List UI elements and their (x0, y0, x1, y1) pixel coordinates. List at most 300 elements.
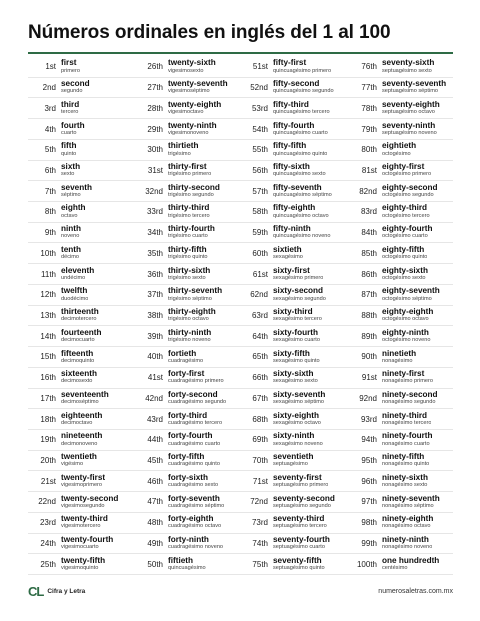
ordinal-words (168, 432, 220, 447)
ordinal-entry (345, 451, 453, 472)
ordinal-number: 17th (40, 393, 56, 403)
ordinal-english: twenty-fourth (61, 535, 114, 544)
ordinal-number: 20th (40, 456, 56, 466)
ordinal-spanish: nonagésimo tercero (382, 419, 432, 426)
ordinal-number: 70th (252, 456, 268, 466)
ordinal-english: ninety-second (382, 390, 438, 399)
ordinal-number: 92nd (359, 393, 377, 403)
ordinal-entry (345, 326, 453, 347)
ordinal-words (382, 59, 434, 74)
ordinal-number: 28th (147, 103, 163, 113)
ordinal-english: forty-second (168, 390, 218, 399)
ordinal-spanish: nonagésimo séptimo (382, 502, 434, 509)
ordinal-number: 93rd (360, 414, 377, 424)
ordinal-english: twenty-eighth (168, 100, 222, 109)
ordinal-entry (345, 430, 453, 451)
ordinal-entry (28, 430, 135, 451)
ordinal-words (61, 225, 81, 240)
ordinal-spanish: cuadragésimo tercero (168, 419, 223, 426)
ordinal-spanish: cuarto (61, 129, 77, 136)
ordinal-words (273, 59, 331, 74)
ordinal-spanish: sexagésimo tercero (273, 316, 322, 323)
ordinal-words (168, 453, 220, 468)
ordinal-words (168, 515, 221, 530)
ordinal-english: seventy-ninth (382, 121, 436, 130)
ordinal-english: sixty-fifth (273, 349, 310, 358)
ordinal-words (61, 80, 90, 95)
ordinal-words (168, 59, 216, 74)
ordinal-words (168, 80, 228, 95)
ordinal-english: thirty-fourth (168, 225, 215, 234)
ordinal-entry (345, 98, 453, 119)
ordinal-spanish: centésimo (382, 564, 408, 571)
ordinal-words (382, 225, 432, 240)
ordinal-english: eighty-seventh (382, 287, 440, 296)
ordinal-english: eleventh (61, 266, 95, 275)
ordinal-spanish: quincuagésimo séptimo (273, 191, 332, 198)
ordinal-words (382, 142, 416, 157)
ordinal-number: 77th (361, 83, 377, 93)
ordinal-words (273, 122, 328, 137)
ordinal-spanish: octavo (61, 212, 78, 219)
ordinal-number: 33rd (146, 207, 163, 217)
ordinal-english: sixty-ninth (273, 432, 315, 441)
ordinal-spanish: trigésimo segundo (168, 191, 214, 198)
ordinal-english: twenty-seventh (168, 80, 228, 89)
ordinal-english: thirtieth (168, 142, 199, 151)
ordinal-spanish: cuadragésimo noveno (168, 544, 224, 551)
ordinal-entry (135, 57, 240, 78)
ordinal-words (61, 101, 79, 116)
ordinal-english: ninety-fifth (382, 453, 425, 462)
ordinal-number: 55th (252, 145, 268, 155)
ordinal-words (382, 101, 440, 116)
ordinal-words (61, 412, 102, 427)
ordinal-number: 9th (44, 228, 56, 238)
ordinal-number: 100th (356, 559, 377, 569)
ordinal-number: 95th (361, 456, 377, 466)
ordinal-english: fifty-second (273, 80, 320, 89)
ordinal-entry (345, 285, 453, 306)
ordinal-words (168, 225, 215, 240)
ordinal-english: thirty-seventh (168, 287, 223, 296)
ordinal-spanish: nonagésimo sexto (382, 482, 428, 489)
ordinal-entry (240, 140, 345, 161)
ordinal-english: fifty-fifth (273, 142, 307, 151)
ordinal-entry (135, 264, 240, 285)
ordinal-entry (28, 285, 135, 306)
ordinal-spanish: trigésimo primero (168, 171, 212, 178)
ordinal-entry (345, 347, 453, 368)
ordinal-number: 2nd (42, 83, 56, 93)
ordinal-spanish: sexagésimo (273, 254, 303, 261)
ordinal-spanish: trigésimo quinto (168, 254, 208, 261)
ordinal-number: 31st (147, 165, 163, 175)
ordinal-english: thirty-sixth (168, 266, 211, 275)
ordinal-spanish: cuadragésimo (168, 357, 204, 364)
ordinal-spanish: quincuagésimo tercero (273, 109, 330, 116)
ordinal-english: twenty-sixth (168, 59, 216, 68)
ordinal-spanish: quinto (61, 150, 77, 157)
ordinal-english: forty-eighth (168, 515, 214, 524)
ordinal-spanish: decimocuarto (61, 337, 95, 343)
ordinal-number: 40th (147, 352, 163, 362)
ordinal-english: forty-first (168, 370, 205, 379)
ordinal-words (61, 350, 94, 365)
ordinal-english: ninety-first (382, 370, 425, 379)
ordinal-spanish: quincuagésimo octavo (273, 212, 329, 219)
ordinal-entry (28, 264, 135, 285)
ordinal-spanish: quincuagésimo quinto (273, 150, 328, 157)
ordinal-entry (28, 554, 135, 575)
ordinal-english: thirty-first (168, 163, 207, 172)
ordinal-spanish: septuagésimo (273, 461, 308, 468)
ordinal-entry (28, 119, 135, 140)
ordinal-entry (240, 161, 345, 182)
ordinal-entry (240, 471, 345, 492)
ordinal-number: 1st (45, 62, 56, 72)
ordinal-number: 4th (44, 124, 56, 134)
ordinal-number: 82nd (359, 186, 377, 196)
ordinal-entry (240, 264, 345, 285)
ordinal-number: 26th (147, 62, 163, 72)
ordinal-number: 34th (147, 228, 163, 238)
ordinal-words (61, 204, 86, 219)
ordinal-entry (28, 57, 135, 78)
ordinal-number: 11th (41, 269, 56, 279)
ordinal-entry (345, 223, 453, 244)
ordinal-spanish: quincuagésimo cuarto (273, 129, 328, 136)
ordinal-spanish: octogésimo cuarto (382, 233, 428, 240)
ordinal-english: sixty-eighth (273, 411, 319, 420)
ordinal-entry (240, 347, 345, 368)
ordinal-number: 36th (147, 269, 163, 279)
ordinal-number: 56th (252, 165, 268, 175)
ordinal-spanish: decimoctavo (61, 419, 93, 426)
ordinal-spanish: sexagésimo octavo (273, 419, 321, 426)
ordinal-spanish: vigesimoprimero (61, 482, 103, 489)
ordinal-spanish: sexagésimo quinto (273, 357, 320, 364)
ordinal-entry (135, 326, 240, 347)
ordinal-words (382, 370, 433, 385)
ordinal-number: 37th (147, 290, 163, 300)
ordinal-english: nineteenth (61, 432, 103, 441)
ordinal-spanish: cuadragésimo cuarto (168, 440, 221, 447)
ordinal-entry (135, 119, 240, 140)
ordinal-spanish: decimoséptimo (61, 399, 99, 406)
ordinal-spanish: trigésimo séptimo (168, 295, 212, 302)
ordinal-words (273, 225, 331, 240)
ordinal-words (168, 101, 221, 116)
ordinal-english: ninetieth (382, 349, 417, 358)
ordinal-english: forty-third (168, 411, 208, 420)
ordinal-column (135, 57, 240, 575)
ordinal-number: 71st (252, 476, 268, 486)
ordinal-entry (135, 492, 240, 513)
ordinal-english: second (61, 80, 90, 89)
ordinal-number: 5th (44, 145, 56, 155)
ordinal-words (382, 536, 432, 551)
ordinal-english: seventy-first (273, 473, 322, 482)
ordinal-entry (240, 98, 345, 119)
ordinal-entry (28, 347, 135, 368)
ordinal-words (168, 370, 224, 385)
ordinal-spanish: trigésimo tercero (168, 212, 210, 219)
title-divider (28, 52, 453, 54)
ordinal-spanish: septuagésimo sexto (382, 67, 432, 74)
brand-logo-icon: CL (28, 583, 44, 599)
ordinal-entry (135, 285, 240, 306)
ordinal-number: 98th (361, 518, 377, 528)
ordinal-english: seventeenth (61, 390, 109, 399)
ordinal-words (168, 246, 208, 261)
ordinal-english: eighty-sixth (382, 266, 428, 275)
ordinal-words (273, 204, 329, 219)
ordinal-spanish: cuadragésimo séptimo (168, 502, 225, 509)
ordinal-entry (28, 161, 135, 182)
ordinal-english: sixtieth (273, 245, 302, 254)
ordinal-english: fifty-ninth (273, 225, 311, 234)
ordinal-number: 27th (147, 83, 163, 93)
ordinal-spanish: segundo (61, 88, 83, 95)
ordinal-words (168, 142, 198, 157)
ordinal-spanish: sexagésimo primero (273, 274, 324, 281)
ordinal-english: forty-sixth (168, 473, 209, 482)
ordinal-words (382, 267, 428, 282)
ordinal-english: fortieth (168, 349, 197, 358)
ordinal-spanish: sexagésimo séptimo (273, 399, 324, 406)
ordinal-number: 7th (44, 186, 56, 196)
ordinal-english: eighty-eighth (382, 308, 434, 317)
ordinal-words (382, 474, 428, 489)
ordinal-spanish: quincuagésimo sexto (273, 171, 326, 178)
ordinal-words (61, 308, 99, 323)
ordinal-entry (135, 161, 240, 182)
ordinal-entry (135, 306, 240, 327)
ordinal-words (168, 204, 210, 219)
ordinal-words (273, 432, 323, 447)
ordinal-entry (240, 513, 345, 534)
ordinal-number: 64th (252, 331, 268, 341)
ordinal-spanish: trigésimo cuarto (168, 233, 208, 240)
footer (28, 582, 453, 600)
ordinal-spanish: nonagésimo (382, 357, 413, 364)
ordinal-words (61, 267, 94, 282)
ordinal-english: fiftieth (168, 556, 194, 565)
ordinal-number: 46th (147, 476, 163, 486)
ordinal-spanish: duodécimo (61, 295, 89, 302)
ordinal-entry (28, 513, 135, 534)
ordinal-number: 61st (252, 269, 268, 279)
ordinal-entry (28, 223, 135, 244)
ordinal-words (61, 515, 108, 530)
ordinal-words (61, 287, 88, 302)
ordinal-words (61, 453, 97, 468)
ordinal-entry (28, 534, 135, 555)
ordinal-english: sixty-second (273, 287, 324, 296)
ordinal-number: 23rd (39, 518, 56, 528)
ordinal-words (273, 308, 322, 323)
ordinal-entry (345, 140, 453, 161)
ordinal-entry (345, 161, 453, 182)
ordinal-spanish: décimo (61, 254, 80, 261)
ordinal-english: tenth (61, 245, 82, 254)
ordinal-english: sixty-fourth (273, 328, 319, 337)
ordinal-english: fifty-fourth (273, 121, 315, 130)
ordinal-english: eighty-fifth (382, 245, 425, 254)
ordinal-spanish: cuadragésimo octavo (168, 523, 222, 530)
ordinal-spanish: septuagésimo séptimo (382, 88, 438, 95)
ordinal-entry (345, 534, 453, 555)
ordinal-english: twenty-ninth (168, 121, 217, 130)
ordinal-entry (240, 430, 345, 451)
ordinal-entry (240, 389, 345, 410)
ordinal-words (168, 350, 203, 365)
ordinal-english: twelfth (61, 287, 88, 296)
ordinal-number: 80th (361, 145, 377, 155)
ordinal-english: thirty-eighth (168, 308, 216, 317)
ordinal-words (168, 329, 211, 344)
website-url: numerosaletras.com.mx (378, 587, 453, 595)
ordinal-entry (240, 554, 345, 575)
ordinal-number: 90th (361, 352, 377, 362)
ordinal-entry (240, 326, 345, 347)
ordinal-words (382, 412, 431, 427)
ordinal-words (273, 536, 330, 551)
ordinal-entry (135, 368, 240, 389)
ordinal-entry (28, 492, 135, 513)
ordinal-words (273, 267, 323, 282)
ordinal-number: 54th (252, 124, 268, 134)
ordinal-spanish: septuagésimo tercero (273, 523, 327, 530)
ordinal-words (168, 267, 210, 282)
ordinal-number: 66th (252, 373, 268, 383)
ordinal-spanish: septuagésimo primero (273, 482, 329, 489)
ordinal-words (273, 453, 314, 468)
ordinal-spanish: sexagésimo sexto (273, 378, 318, 385)
ordinal-english: twenty-first (61, 473, 106, 482)
ordinal-english: seventieth (273, 453, 314, 462)
ordinal-spanish: septuagésimo octavo (382, 109, 435, 116)
ordinal-words (61, 432, 102, 447)
ordinal-english: eighty-second (382, 183, 438, 192)
ordinal-words (273, 184, 332, 199)
ordinal-entry (135, 409, 240, 430)
ordinal-words (273, 246, 303, 261)
ordinal-spanish: vigésimo (61, 461, 84, 468)
ordinal-spanish: nonagésimo primero (382, 378, 433, 385)
ordinal-english: fifth (61, 142, 77, 151)
ordinal-entry (345, 554, 453, 575)
ordinal-number: 8th (44, 207, 56, 217)
ordinal-number: 48th (147, 518, 163, 528)
ordinal-spanish: trigésimo noveno (168, 337, 211, 343)
ordinal-spanish: octogésimo séptimo (382, 295, 432, 302)
ordinal-words (273, 370, 318, 385)
ordinal-number: 91st (361, 373, 377, 383)
ordinal-words (273, 557, 325, 572)
ordinal-number: 21st (40, 476, 56, 486)
ordinal-english: thirty-fifth (168, 245, 207, 254)
ordinal-words (168, 412, 222, 427)
ordinal-number: 52nd (250, 83, 268, 93)
ordinal-spanish: octogésimo octavo (382, 316, 429, 323)
ordinal-spanish: octogésimo quinto (382, 254, 428, 261)
ordinal-entry (28, 78, 135, 99)
ordinal-english: ninety-fourth (382, 432, 433, 441)
ordinal-number: 10th (40, 248, 56, 258)
ordinal-english: seventy-sixth (382, 59, 435, 68)
ordinal-number: 69th (252, 435, 268, 445)
ordinal-spanish: tercero (61, 109, 79, 116)
ordinal-words (61, 163, 80, 178)
ordinal-words (382, 350, 416, 365)
ordinal-spanish: vigesimoquinto (61, 564, 99, 571)
ordinal-english: twenty-fifth (61, 556, 106, 565)
ordinal-english: thirty-ninth (168, 328, 212, 337)
ordinal-number: 62nd (250, 290, 268, 300)
ordinal-entry (135, 98, 240, 119)
ordinal-english: seventy-fifth (273, 556, 322, 565)
ordinal-entry (240, 78, 345, 99)
ordinal-number: 97th (361, 497, 377, 507)
ordinal-english: fifteenth (61, 349, 94, 358)
ordinal-entry (240, 57, 345, 78)
ordinal-spanish: undécimo (61, 274, 86, 281)
ordinal-english: fifty-eighth (273, 204, 316, 213)
ordinal-spanish: nonagésimo segundo (382, 399, 436, 406)
ordinal-column (345, 57, 453, 575)
ordinal-number: 24th (40, 538, 56, 548)
ordinal-number: 53rd (251, 103, 268, 113)
ordinal-spanish: nonagésimo noveno (382, 544, 433, 551)
ordinal-entry (135, 243, 240, 264)
ordinal-number: 50th (147, 559, 163, 569)
ordinal-number: 29th (147, 124, 163, 134)
ordinal-spanish: septuagésimo cuarto (273, 544, 325, 551)
ordinal-spanish: quincuagésimo noveno (273, 233, 331, 240)
ordinal-english: fifty-third (273, 100, 309, 109)
ordinal-spanish: cuadragésimo sexto (168, 482, 219, 489)
ordinal-spanish: octogésimo primero (382, 171, 432, 178)
ordinal-spanish: trigésimo octavo (168, 316, 209, 323)
ordinal-number: 76th (361, 62, 377, 72)
ordinal-number: 45th (147, 456, 163, 466)
ordinal-words (61, 122, 85, 137)
ordinal-entry (135, 451, 240, 472)
ordinal-spanish: vigesimonoveno (168, 129, 209, 136)
ordinal-entry (135, 181, 240, 202)
ordinal-number: 74th (252, 538, 268, 548)
ordinal-words (273, 495, 335, 510)
ordinal-spanish: nonagésimo quinto (382, 461, 430, 468)
ordinal-words (61, 474, 105, 489)
ordinal-english: third (61, 100, 80, 109)
ordinal-number: 43rd (146, 414, 163, 424)
ordinal-entry (135, 223, 240, 244)
ordinal-number: 3rd (44, 103, 56, 113)
ordinal-spanish: decimonoveno (61, 440, 98, 447)
ordinal-words (168, 287, 222, 302)
ordinal-english: forty-fifth (168, 453, 205, 462)
ordinal-entry (135, 202, 240, 223)
ordinal-number: 78th (361, 103, 377, 113)
ordinal-number: 12th (40, 290, 56, 300)
ordinal-entry (28, 243, 135, 264)
ordinal-english: fifty-seventh (273, 183, 322, 192)
ordinal-english: fourteenth (61, 328, 102, 337)
ordinal-english: eighth (61, 204, 86, 213)
